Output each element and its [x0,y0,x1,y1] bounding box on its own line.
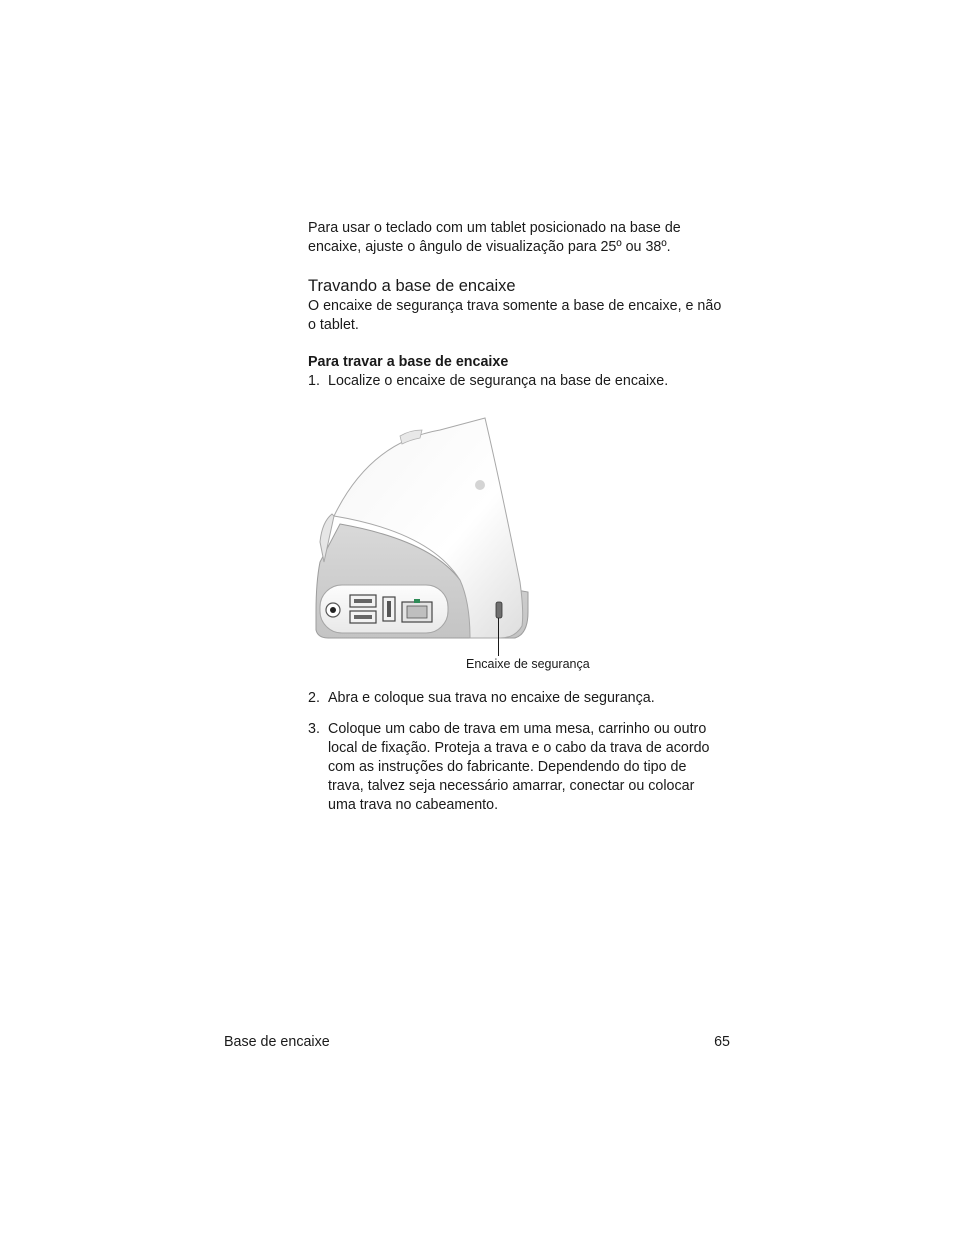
docking-base-illustration [310,412,540,672]
step-number: 2. [308,690,320,706]
figure-callout-label: Encaixe de segurança [466,657,590,671]
procedure-title: Para travar a base de encaixe [308,354,509,370]
section-description: O encaixe de segurança trava somente a base de encaixe, e não o tablet. [308,298,722,333]
step-number: 1. [308,373,320,389]
step-text: Coloque um cabo de trava em uma mesa, carrinho ou outro local de fixação. Proteja a trava e o cabo da trava de acordo com as instruções do fabricante. Dependendo do tipo de trava, talvez seja necessário amarrar, conectar ou colocar uma trava no cabeamento. [328,721,710,813]
page-number: 65 [714,1034,730,1050]
footer-section-name: Base de encaixe [224,1034,330,1050]
step-number: 3. [308,721,320,737]
step-2 [308,689,738,708]
step-1 [308,372,738,391]
intro-paragraph: Para usar o teclado com um tablet posicionado na base de encaixe, ajuste o ângulo de visualização para 25º ou 38º. [308,220,681,255]
step-3 [308,720,738,820]
section-heading: Travando a base de encaixe [308,277,516,295]
step-text: Abra e coloque sua trava no encaixe de segurança. [328,690,655,706]
step-text: Localize o encaixe de segurança na base de encaixe. [328,373,669,389]
